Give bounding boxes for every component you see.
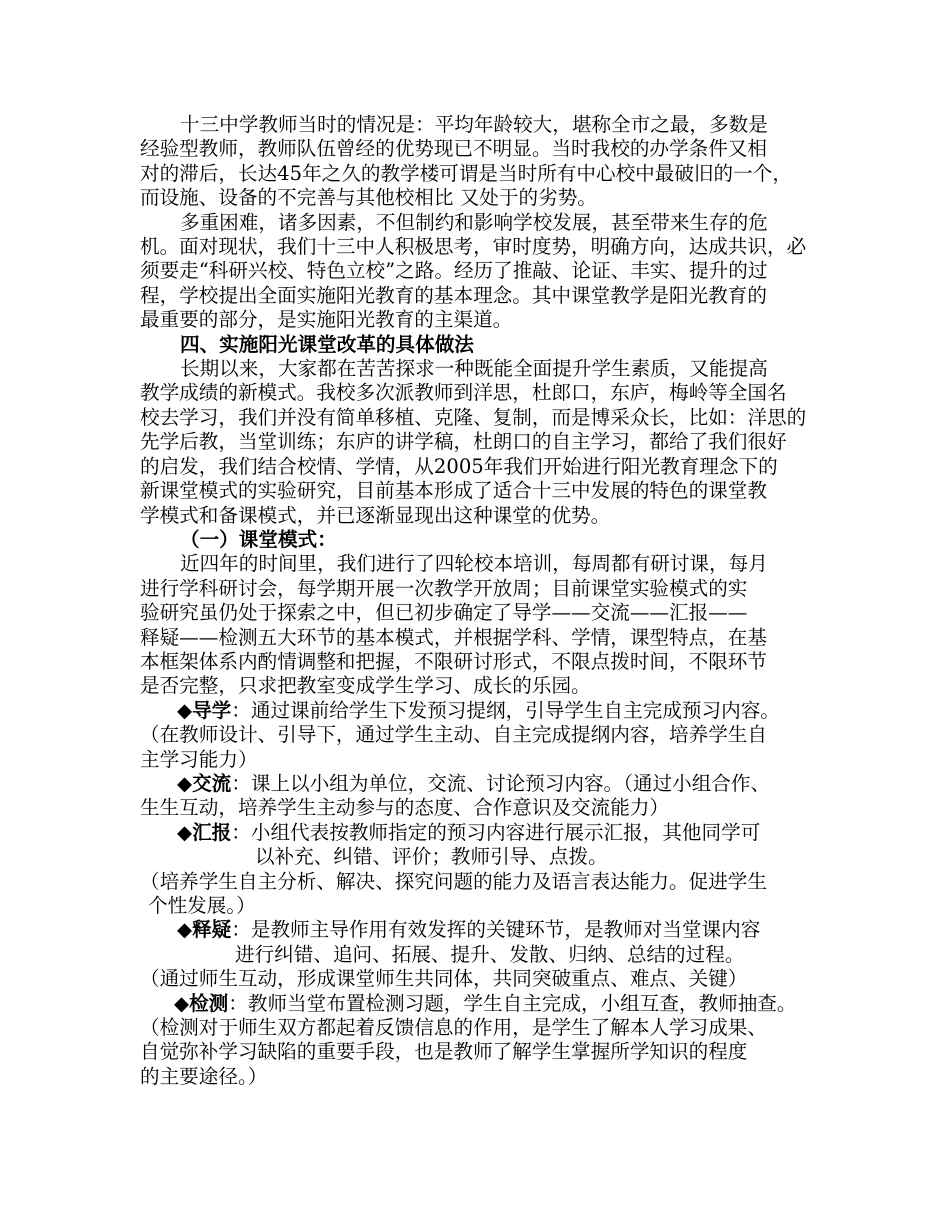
text-line: 的启发，我们结合校情、学情，从2005年我们开始进行阳光教育理念下的 (140, 454, 778, 478)
paragraph-new-model (140, 357, 830, 528)
item-clarify (140, 918, 830, 991)
item-first-line (140, 821, 830, 845)
item-report (140, 821, 830, 919)
text-line: 学模式和备课模式，并已逐渐显现出这种课堂的优势。 (140, 503, 611, 527)
document-page (140, 113, 830, 1089)
item-text: ：通过课前给学生下发预习提纲，引导学生自主完成预习内容。 (231, 698, 780, 722)
item-test (140, 992, 830, 1090)
text-line: （通过师生互动，形成课堂师生共同体，共同突破重点、难点、关键） (140, 967, 748, 991)
item-text: ：小组代表按教师指定的预习内容进行展示汇报，其他同学可 (231, 820, 761, 844)
item-term: 释疑 (192, 918, 232, 942)
text-line: 是否完整，只求把教室变成学生学习、成长的乐园。 (140, 674, 591, 698)
text-line: 十三中学教师当时的情况是：平均年龄较大，堪称全市之最，多数是 (180, 113, 768, 136)
diamond-bullet-icon: ◆ (177, 820, 193, 844)
item-guided-study (140, 699, 830, 772)
text-line: 自觉弥补学习缺陷的重要手段，也是教师了解学生掌握所学知识的程度 (140, 1040, 748, 1064)
text-line: 主学习能力） (140, 747, 258, 771)
text-line: 近四年的时间里，我们进行了四轮校本培训，每周都有研讨课，每月 (180, 552, 768, 576)
text-line: 教学成绩的新模式。我校多次派教师到洋思，杜郎口，东庐，梅岭等全国名 (140, 381, 787, 405)
item-text: ：教师当堂布置检测习题，学生自主完成，小组互查，教师抽查。 (228, 991, 797, 1015)
diamond-bullet-icon: ◆ (177, 918, 193, 942)
item-text: ：是教师主导作用有效发挥的关键环节，是教师对当堂课内容 (231, 918, 761, 942)
item-first-line (140, 992, 830, 1016)
diamond-bullet-icon: ◆ (177, 771, 193, 795)
text-line: 本框架体系内酌情调整和把握，不限研讨形式，不限点拨时间，不限环节 (140, 649, 767, 673)
text-line: 的主要途径。） (140, 1064, 268, 1088)
text-line: （检测对于师生双方都起着反馈信息的作用，是学生了解本人学习成果、 (140, 1016, 767, 1040)
text-line: 机。面对现状，我们十三中人积极思考，审时度势，明确方向，达成共识，必 (140, 235, 807, 259)
item-first-line (140, 918, 830, 942)
item-term: 交流 (192, 771, 232, 795)
text-line: 进行纠错、追问、拓展、提升、发散、归纳、总结的过程。 (235, 942, 745, 966)
text-line: 经验型教师，教师队伍曾经的优势现已不明显。当时我校的办学条件又相 (140, 137, 767, 161)
paragraph-teacher-situation (140, 113, 830, 211)
text-line: 程，学校提出全面实施阳光教育的基本理念。其中课堂教学是阳光教育的 (140, 283, 767, 307)
text-line: 而设施、设备的不完善与其他校相比 又处于的劣势。 (140, 186, 597, 210)
text-line: 校去学习，我们并没有简单移植、克隆、复制，而是博采众长，比如：洋思的 (140, 405, 807, 429)
item-first-line (140, 699, 830, 723)
text-line: （在教师设计、引导下，通过学生主动、自主完成提纲内容，培养学生自 (140, 723, 767, 747)
paragraph-difficulties (140, 211, 830, 333)
text-line: 生生互动，培养学生主动参与的态度、合作意识及交流能力） (140, 796, 670, 820)
text-line: 长期以来，大家都在苦苦探求一种既能全面提升学生素质，又能提高 (180, 357, 768, 381)
section-heading-4: 四、实施阳光课堂改革的具体做法 (180, 332, 474, 356)
text-line: 先学后教，当堂训练；东庐的讲学稿，杜朗口的自主学习，都给了我们很好 (140, 430, 787, 454)
text-line: 个性发展。） (148, 894, 256, 917)
text-line: 最重要的部分，是实施阳光教育的主渠道。 (140, 308, 513, 332)
text-line: 验研究虽仍处于探索之中，但已初步确定了导学——交流——汇报—— (140, 601, 748, 625)
item-term: 检测 (189, 991, 229, 1015)
text-line: 多重困难，诸多因素，不但制约和影响学校发展，甚至带来生存的危 (180, 210, 768, 234)
diamond-bullet-icon: ◆ (174, 991, 190, 1015)
item-term: 汇报 (192, 820, 232, 844)
diamond-bullet-icon: ◆ (177, 698, 193, 722)
item-text: ：课上以小组为单位，交流、讨论预习内容。（通过小组合作、 (231, 771, 771, 795)
item-term: 导学 (192, 698, 232, 722)
text-line: 新课堂模式的实验研究，目前基本形成了适合十三中发展的特色的课堂教 (140, 479, 767, 503)
paragraph-four-years (140, 552, 830, 698)
text-line: 须要走“科研兴校、特色立校”之路。经历了推敲、论证、丰实、提升的过 (140, 259, 768, 283)
item-exchange (140, 772, 830, 821)
text-line: 释疑——检测五大环节的基本模式，并根据学科、学情，课型特点，在基 (140, 625, 767, 649)
text-line: 进行学科研讨会，每学期开展一次教学开放周；目前课堂实验模式的实 (140, 576, 748, 600)
text-line: （培养学生自主分析、解决、探究问题的能力及语言表达能力。促进学生 (140, 869, 767, 893)
subheading-classroom-model: （一）课堂模式： (180, 527, 337, 551)
text-line: 以补充、纠错、评价；教师引导、点拨。 (255, 845, 608, 869)
text-line: 对的滞后，长达45年之久的教学楼可谓是当时所有中心校中最破旧的一个， (140, 161, 792, 185)
item-first-line (140, 772, 830, 796)
